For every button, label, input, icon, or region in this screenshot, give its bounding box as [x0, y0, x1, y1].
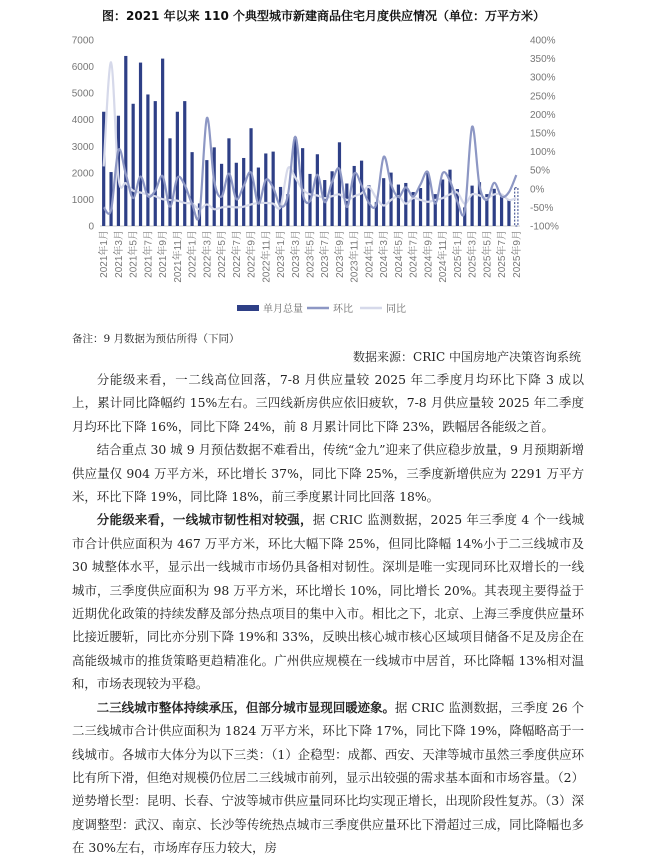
x-axis-tick: 2021年5月	[128, 230, 140, 278]
x-axis-tick: 2021年3月	[113, 230, 125, 278]
left-axis-tick: 4000	[71, 115, 94, 127]
legend-label: 环比	[333, 304, 353, 315]
left-axis-tick: 1000	[71, 194, 94, 206]
legend-swatch-bar	[237, 305, 259, 311]
x-axis-tick: 2021年1月	[99, 230, 111, 278]
right-axis-tick: 200%	[530, 109, 556, 121]
x-axis-tick: 2024年9月	[423, 230, 435, 278]
bar	[161, 59, 164, 226]
left-axis-tick: 2000	[71, 168, 94, 180]
x-axis-tick: 2024年7月	[408, 230, 420, 278]
bar	[426, 173, 429, 226]
right-axis-tick: 350%	[530, 54, 556, 66]
right-axis-tick: -100%	[530, 221, 559, 233]
x-axis-tick: 2025年9月	[511, 230, 523, 278]
right-axis-tick: -50%	[530, 202, 554, 214]
right-axis-tick: 50%	[530, 165, 551, 177]
legend-label: 单月总量	[263, 304, 303, 315]
bar	[191, 152, 194, 226]
x-axis-tick: 2023年9月	[334, 230, 346, 278]
supply-chart	[0, 28, 647, 328]
right-axis-tick: 400%	[530, 35, 556, 47]
x-axis-tick: 2022年3月	[202, 230, 214, 278]
x-axis-tick: 2022年7月	[231, 230, 243, 278]
paragraph-3-text: 据 CRIC 监测数据，2025 年三季度 4 个一线城市合计供应面积为 467 万平方米，环比大幅下降 25%，但同比降幅 14%小于二三线城市及 30 城整体水平，显示出一线城市市场仍具备相对韧性。深圳是唯一实现同环比双增长的一线城市，三季度供应面积为 98 万平方米，环比增长 10%，同比增长 20%。其表现主要得益于近期优化政策的持续发酵及部分热点项目的集中入市。相比之下，北京、上海三季度供应量环比接近腰斩，同比亦分别下降 19%和 33%，反映出核心城市核心区域项目储备不足及房企在高能级城市的推货策略更趋精准化。广州供应规模在一线城市中居首，环比降幅 13%相对温和，市场表现较为平稳。	[72, 512, 585, 692]
x-axis-tick: 2025年1月	[452, 230, 464, 278]
bar	[227, 138, 230, 226]
x-axis-tick: 2025年3月	[467, 229, 479, 278]
x-axis-tick: 2021年9月	[158, 230, 170, 278]
left-axis-tick: 3000	[71, 141, 94, 153]
x-axis-tick: 2022年5月	[217, 230, 229, 278]
right-axis-tick: 0%	[530, 184, 545, 196]
right-axis-tick: 300%	[530, 72, 556, 84]
bar	[205, 160, 208, 226]
bar	[154, 101, 157, 226]
x-axis-tick: 2023年1月	[276, 230, 288, 278]
left-axis-tick: 7000	[71, 35, 94, 47]
bar	[176, 112, 179, 226]
legend-label: 同比	[386, 304, 406, 315]
x-axis-tick: 2024年3月	[379, 230, 391, 278]
paragraph-4	[72, 696, 584, 860]
bar	[441, 180, 444, 227]
bar	[397, 185, 400, 226]
x-axis-tick: 2022年1月	[187, 230, 199, 278]
paragraph-4-text: 据 CRIC 监测数据，三季度 26 个二三线城市合计供应面积为 1824 万平方米，环比下降 17%，同比下降 19%，降幅略高于一线城市。各城市大体分为以下三类：（1）企稳型：成都、西安、天津等城市虽然三季度供应环比有所下滑，但绝对规模仍位居二三线城市前列，显示出较强的需求基本面和市场容量。（2）逆势增长型：昆明、长春、宁波等城市供应量同环比均实现正增长，出现阶段性复苏。（3）深度调整型：武汉、南京、长沙等传统热点城市三季度供应量环比下滑超过三成，同比降幅也多在 30%左右，市场库存压力较大，房	[72, 699, 584, 856]
left-axis-tick: 5000	[71, 88, 94, 100]
x-axis-tick: 2024年1月	[364, 230, 376, 278]
x-axis-tick: 2021年11月	[172, 230, 184, 283]
bar	[382, 178, 385, 226]
left-axis-tick: 0	[88, 221, 94, 233]
bar	[316, 154, 319, 226]
x-axis-tick: 2023年11月	[349, 230, 361, 283]
chart-title: 图：2021 年以来 110 个典型城市新建商品住宅月度供应情况（单位：万平方米）	[102, 9, 545, 23]
right-axis-tick: 150%	[530, 128, 556, 140]
bar	[139, 63, 142, 226]
x-axis-tick: 2025年5月	[482, 230, 494, 278]
bar	[507, 199, 510, 226]
chart-note: 备注：9 月数据为预估所得（下同）	[72, 333, 240, 345]
x-axis-tick: 2021年7月	[143, 230, 155, 278]
paragraph-3-lead: 分能级来看，一线城市韧性相对较强，	[96, 512, 313, 528]
x-axis-tick: 2025年7月	[497, 230, 509, 278]
x-axis-tick: 2023年5月	[305, 230, 317, 278]
bar	[146, 94, 149, 226]
paragraph-4-lead: 二三线城市整体持续承压，但部分城市显现回暖迹象。	[96, 699, 395, 715]
bar	[183, 101, 186, 226]
left-axis-tick: 6000	[71, 62, 94, 74]
bar	[471, 186, 474, 226]
bar	[515, 188, 518, 226]
right-axis-tick: 250%	[530, 91, 556, 103]
bar	[168, 138, 171, 226]
x-axis-tick: 2024年11月	[438, 230, 450, 283]
bar	[132, 104, 135, 226]
bar	[124, 56, 127, 226]
x-axis-tick: 2022年11月	[261, 230, 273, 283]
x-axis-tick: 2023年3月	[290, 230, 302, 278]
bar	[242, 158, 245, 226]
paragraph-1: 分能级来看，一二线高位回落，7-8 月供应量较 2025 年二季度月均环比下降 3 成以上，累计同比降幅约 15%左右。三四线新房供应依旧疲软，7-8 月供应量较 2025 年二季度月均环比下降 16%，同比下降 24%，前 8 月累计同比下降 23%，跌幅居各能级之首。	[72, 372, 584, 434]
bar	[500, 197, 503, 226]
data-source: 数据来源：CRIC 中国房地产决策咨询系统	[353, 350, 581, 364]
bar	[264, 153, 267, 226]
paragraph-2: 结合重点 30 城 9 月预估数据不难看出，传统“金九”迎来了供应稳步放量，9 月预期新增供应量仅 904 万平方米，环比增长 37%，同比下降 25%，三季度新增供应为 2291 万平方米，环比下降 19%，同比降 18%，前三季度累计同比回落 18%。	[72, 442, 584, 505]
bar	[419, 188, 422, 226]
right-axis-tick: 100%	[530, 147, 556, 159]
x-axis-tick: 2023年7月	[320, 230, 332, 278]
paragraph-3	[72, 508, 584, 695]
bar	[338, 142, 341, 226]
x-axis-tick: 2024年5月	[393, 230, 405, 278]
x-axis-tick: 2022年9月	[246, 229, 258, 278]
